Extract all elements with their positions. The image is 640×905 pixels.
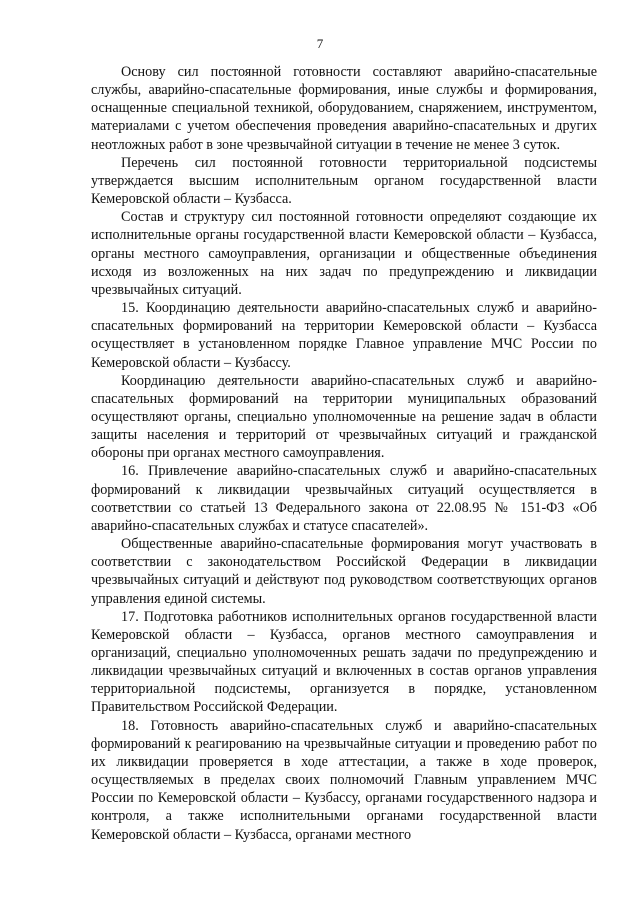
paragraph-item-15: 15. Координацию деятельности аварийно-спасательных служб и аварийно-спасательных формирований на территории Кемеровской области – Кузбасса осуществляет в установленном порядке Главное управление МЧС России по Кемеровской области – Кузбассу. (91, 300, 597, 371)
paragraph-public-formations: Общественные аварийно-спасательные формирования могут участвовать в соответствии с законодательством Российской Федерации в ликвидации чрезвычайных ситуаций и действуют под руководством соответствующих органов управления единой системы. (91, 536, 597, 607)
document-body (91, 63, 597, 844)
page-number: 7 (316, 36, 324, 51)
paragraph-municipal-coordination: Координацию деятельности аварийно-спасательных служб и аварийно-спасательных формирований на территории муниципальных образований осуществляют органы, специально уполномоченные на решение задач в области защиты населения и территорий от чрезвычайных ситуаций и гражданской обороны при органах местного самоуправления. (91, 372, 597, 462)
paragraph-item-18: 18. Готовность аварийно-спасательных служб и аварийно-спасательных формирований к реагированию на чрезвычайные ситуации и проведению работ по их ликвидации проверяется в ходе аттестации, а также в ходе проверок, осуществляемых в пределах своих полномочий Главным управлением МЧС России по Кемеровской области – Кузбассу, органами государственного надзора и контроля, а также исполнительными органами государственной власти Кемеровской области – Кузбасса, органами местного (91, 717, 597, 843)
paragraph-item-16: 16. Привлечение аварийно-спасательных служб и аварийно-спасательных формирований к ликвидации чрезвычайных ситуаций осуществляется в соответствии со статьей 13 Федерального закона от 22.08.95 № 151-ФЗ «Об аварийно-спасательных службах и статусе спасателей». (91, 463, 597, 534)
paragraph-item-17: 17. Подготовка работников исполнительных органов государственной власти Кемеровской области – Кузбасса, органов местного самоуправления и организаций, специально уполномоченных решать задачи по предупреждению и ликвидации чрезвычайных ситуаций и включенных в состав органов управления территориальной подсистемы, организуется в порядке, установленном Правительством Российской Федерации. (91, 608, 597, 716)
paragraph-forces-structure: Состав и структуру сил постоянной готовности определяют создающие их исполнительные органы государственной власти Кемеровской области – Кузбасса, органы местного самоуправления, организации и общественные объединения исходя из возложенных на них задач по предупреждению и ликвидации чрезвычайных ситуаций. (91, 209, 597, 298)
paragraph-forces-list-approval: Перечень сил постоянной готовности территориальной подсистемы утверждается высшим исполнительным органом государственной власти Кемеровской области – Кузбасса. (91, 154, 597, 208)
paragraph-forces-composition: Основу сил постоянной готовности составляют аварийно-спасательные службы, аварийно-спасательные формирования, иные службы и формирования, оснащенные специальной техникой, оборудованием, снаряжением, инструментом, материалами с учетом обеспечения проведения аварийно-спасательных и других неотложных работ в зоне чрезвычайной ситуации в течение не менее 3 суток. (91, 64, 597, 153)
